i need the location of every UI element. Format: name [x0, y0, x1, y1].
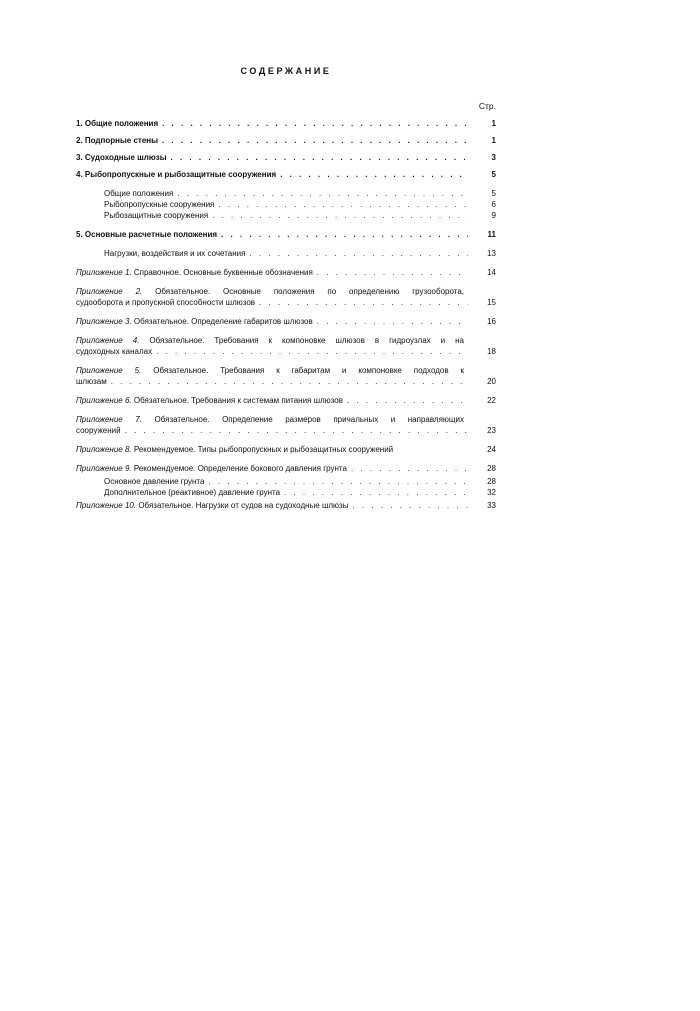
toc-entry-label: Нагрузки, воздействия и их сочетания: [104, 249, 246, 258]
leader-dots: [284, 487, 468, 498]
toc-entry[interactable]: [76, 229, 496, 240]
toc-entry-page: 6: [491, 200, 496, 209]
toc-entry-label: 5. Основные расчетные положения: [76, 230, 218, 239]
toc-entry-label: 2. Подпорные стены: [76, 136, 158, 145]
toc-subentry[interactable]: [76, 476, 496, 487]
toc-entry[interactable]: [76, 152, 496, 163]
toc-entry-label: Общие положения: [104, 189, 174, 198]
toc-entry-page: 22: [487, 396, 496, 405]
appendix-prefix: Приложение 7.: [76, 415, 142, 424]
leader-dots: [317, 267, 468, 278]
toc-entry-label: судооборота и пропускной способности шлюзов: [76, 298, 256, 307]
toc-entry-label: 1. Общие положения: [76, 119, 159, 128]
toc-entry-label: Рекомендуемое. Определение бокового давления грунта: [133, 464, 347, 473]
toc-entry-page: 24: [487, 445, 496, 454]
leader-dots: [111, 376, 468, 387]
leader-dots: [351, 463, 468, 474]
toc-entry-page: 5: [491, 189, 496, 198]
toc-entry-label: шлюзам: [76, 377, 107, 386]
toc-entry-page: 14: [487, 268, 496, 277]
leader-dots: [162, 135, 468, 146]
toc-entry[interactable]: [76, 169, 496, 180]
appendix-prefix: Приложение 2.: [76, 287, 143, 296]
toc-entry-page: 23: [487, 426, 496, 435]
toc-entry-line1: Обязательное. Определение размеров причальных и направляющих: [154, 415, 464, 424]
leader-dots: [218, 199, 468, 210]
toc-entry-label: Обязательное. Требования к системам питания шлюзов: [133, 396, 343, 405]
page-title: СОДЕРЖАНИЕ: [240, 66, 332, 76]
toc-appendix[interactable]: [76, 414, 496, 436]
toc-entry-label: Рекомендуемое. Типы рыбопропускных и рыбозащитных сооружений: [133, 445, 394, 454]
appendix-prefix: Приложение 5.: [76, 366, 142, 375]
toc-appendix[interactable]: [76, 395, 496, 406]
leader-dots: [125, 425, 468, 436]
leader-dots: [208, 476, 468, 487]
toc-entry-page: 18: [487, 347, 496, 356]
leader-dots: [156, 346, 468, 357]
toc-subentry[interactable]: [76, 210, 496, 221]
toc-appendix[interactable]: [76, 316, 496, 327]
toc-entry-page: 1: [491, 119, 496, 128]
leader-dots: [212, 210, 468, 221]
leader-dots: [347, 395, 468, 406]
appendix-prefix: Приложение 6.: [76, 396, 132, 405]
toc-entry-page: 33: [487, 501, 496, 510]
toc-appendix[interactable]: [76, 335, 496, 357]
toc-appendix[interactable]: [76, 267, 496, 278]
toc-entry-page: 28: [487, 464, 496, 473]
toc-entry-page: 16: [487, 317, 496, 326]
toc-entry-label: Справочное. Основные буквенные обозначения: [133, 268, 313, 277]
toc-entry-page: 15: [487, 298, 496, 307]
toc-entry-label: Дополнительное (реактивное) давление грунта: [104, 488, 281, 497]
leader-dots: [249, 248, 468, 259]
toc-appendix[interactable]: [76, 500, 496, 511]
toc-entry-page: 5: [491, 170, 496, 179]
toc-subentry[interactable]: [76, 199, 496, 210]
leader-dots: [162, 118, 468, 129]
toc-appendix[interactable]: [76, 365, 496, 387]
toc-entry-page: 1: [491, 136, 496, 145]
toc-entry[interactable]: [76, 135, 496, 146]
appendix-prefix: Приложение 8.: [76, 445, 132, 454]
toc-entry[interactable]: [76, 118, 496, 129]
toc-entry-page: 20: [487, 377, 496, 386]
appendix-prefix: Приложение 4.: [76, 336, 140, 345]
toc-entry-line1: Обязательное. Основные положения по определению грузооборота,: [155, 287, 464, 296]
page-column-header: Стр.: [478, 101, 496, 111]
toc-entry-page: 11: [487, 230, 496, 239]
toc-appendix[interactable]: [76, 444, 496, 455]
toc-subentry[interactable]: [76, 487, 496, 498]
toc-entry-page: 32: [487, 488, 496, 497]
toc-entry-label: Рыбозащитные сооружения: [104, 211, 209, 220]
toc-entry-page: 28: [487, 477, 496, 486]
toc-entry-label: Обязательное. Нагрузки от судов на судоходные шлюзы: [138, 501, 349, 510]
toc-entry-label: 3. Судоходные шлюзы: [76, 153, 167, 162]
toc-entry-label: сооружений: [76, 426, 121, 435]
toc-entry-label: Основное давление грунта: [104, 477, 205, 486]
toc-entry-label: Обязательное. Определение габаритов шлюзов: [133, 317, 313, 326]
appendix-prefix: Приложение 10.: [76, 501, 137, 510]
toc-entry-label: судоходных каналах: [76, 347, 153, 356]
leader-dots: [221, 229, 468, 240]
appendix-prefix: Приложение 3.: [76, 317, 132, 326]
leader-dots: [259, 297, 468, 308]
toc-appendix[interactable]: [76, 463, 496, 474]
appendix-prefix: Приложение 1.: [76, 268, 132, 277]
leader-dots: [177, 188, 468, 199]
toc-entry-page: 13: [487, 249, 496, 258]
toc-entry-line1: Обязательное. Требования к компоновке шлюзов в гидроузлах и на: [149, 336, 464, 345]
toc-entry-label: 4. Рыбопропускные и рыбозащитные сооружения: [76, 170, 277, 179]
table-of-contents: [76, 118, 496, 511]
toc-subentry[interactable]: [76, 188, 496, 199]
appendix-prefix: Приложение 9.: [76, 464, 132, 473]
leader-dots: [352, 500, 468, 511]
toc-entry-page: 3: [491, 153, 496, 162]
leader-dots: [317, 316, 468, 327]
toc-entry-label: Рыбопропускные сооружения: [104, 200, 215, 209]
leader-dots: [280, 169, 468, 180]
toc-appendix[interactable]: [76, 286, 496, 308]
toc-subentry[interactable]: [76, 248, 496, 259]
toc-entry-line1: Обязательное. Требования к габаритам и компоновке подходов к: [153, 366, 464, 375]
toc-entry-page: 9: [491, 211, 496, 220]
leader-dots: [171, 152, 468, 163]
